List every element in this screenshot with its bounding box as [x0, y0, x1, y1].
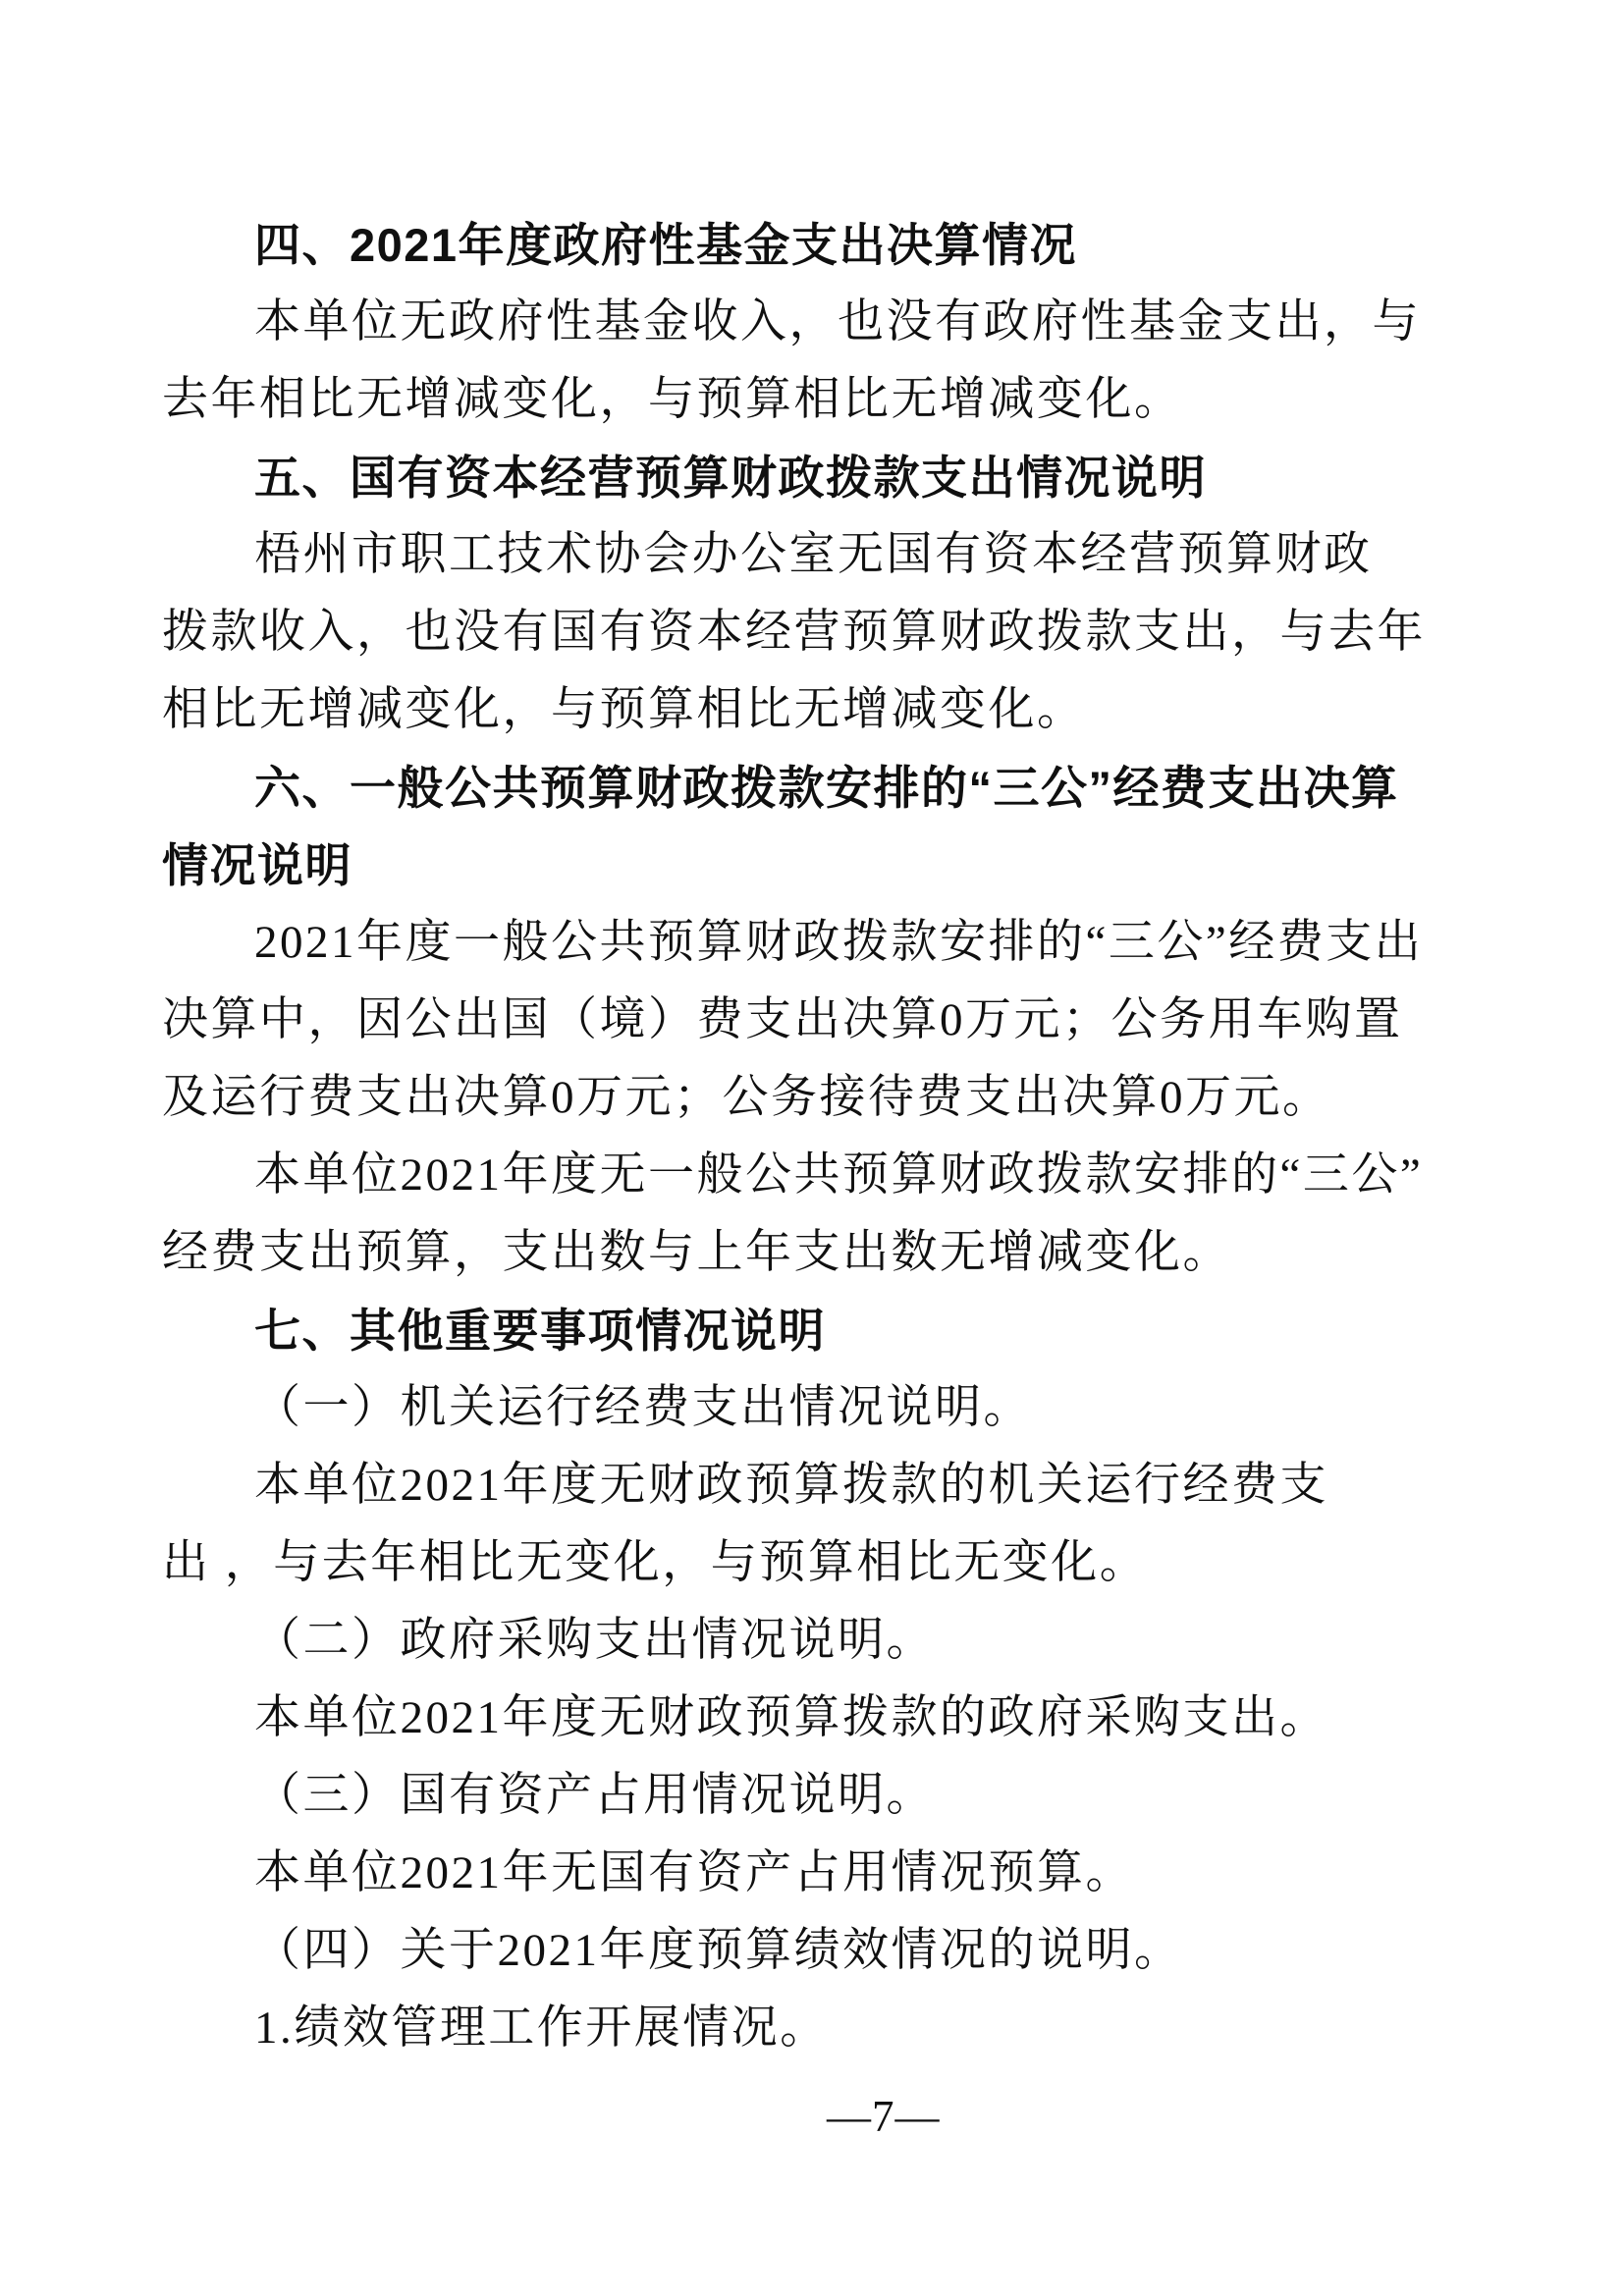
paragraph [162, 1912, 1462, 1990]
heading-line: 四、2021年度政府性基金支出决算情况 [254, 219, 1078, 271]
body-line: 经费支出预算，支出数与上年支出数无增减变化。 [162, 1227, 1231, 1278]
heading-line: 情况说明 [162, 839, 352, 891]
body-line: （二）政府采购支出情况说明。 [254, 1615, 935, 1666]
body-line: 出 ，与去年相比无变化，与预算相比无变化。 [162, 1537, 1149, 1588]
section-heading [162, 749, 1462, 904]
body-line: 去年相比无增减变化，与预算相比无增减变化。 [162, 374, 1183, 425]
body-line: 梧州市职工技术协会办公室无国有资本经营预算财政 [254, 529, 1373, 580]
body-line: 本单位2021年度无财政预算拨款的机关运行经费支 [254, 1460, 1328, 1511]
paragraph [162, 1990, 1462, 2067]
paragraph [162, 1369, 1462, 1447]
body-line: 2021年度一般公共预算财政拨款安排的“三公”经费支出 [254, 917, 1424, 968]
section-heading [162, 1292, 1462, 1369]
body-line: 相比无增减变化，与预算相比无增减变化。 [162, 684, 1086, 735]
paragraph [162, 1137, 1462, 1292]
section-heading [162, 206, 1462, 284]
page-number: —7— [827, 2092, 941, 2141]
body-line: （四）关于2021年度预算绩效情况的说明。 [254, 1925, 1183, 1976]
body-line: 本单位2021年度无一般公共预算财政拨款安排的“三公” [254, 1149, 1424, 1201]
body-line: （一）机关运行经费支出情况说明。 [254, 1382, 1032, 1433]
body-line: （三）国有资产占用情况说明。 [254, 1770, 935, 1821]
section-heading [162, 439, 1462, 516]
paragraph [162, 1447, 1462, 1602]
document-body [162, 206, 1462, 2067]
heading-line: 七、其他重要事项情况说明 [254, 1305, 826, 1357]
paragraph [162, 516, 1462, 749]
body-line: 本单位无政府性基金收入，也没有政府性基金支出，与 [254, 296, 1421, 347]
paragraph [162, 1602, 1462, 1680]
body-line: 决算中，因公出国（境）费支出决算0万元；公务用车购置 [162, 994, 1403, 1045]
body-line: 及运行费支出决算0万元；公务接待费支出决算0万元。 [162, 1072, 1331, 1123]
paragraph [162, 1680, 1462, 1757]
paragraph [162, 904, 1462, 1137]
body-line: 本单位2021年无国有资产占用情况预算。 [254, 1847, 1134, 1898]
paragraph [162, 284, 1462, 439]
body-line: 本单位2021年度无财政预算拨款的政府采购支出。 [254, 1692, 1328, 1743]
heading-line: 六、一般公共预算财政拨款安排的“三公”经费支出决算 [254, 762, 1399, 814]
paragraph [162, 1835, 1462, 1912]
body-line: 1.绩效管理工作开展情况。 [254, 2002, 829, 2054]
body-line: 拨款收入，也没有国有资本经营预算财政拨款支出，与去年 [162, 607, 1426, 658]
paragraph [162, 1757, 1462, 1835]
heading-line: 五、国有资本经营预算财政拨款支出情况说明 [254, 452, 1207, 504]
